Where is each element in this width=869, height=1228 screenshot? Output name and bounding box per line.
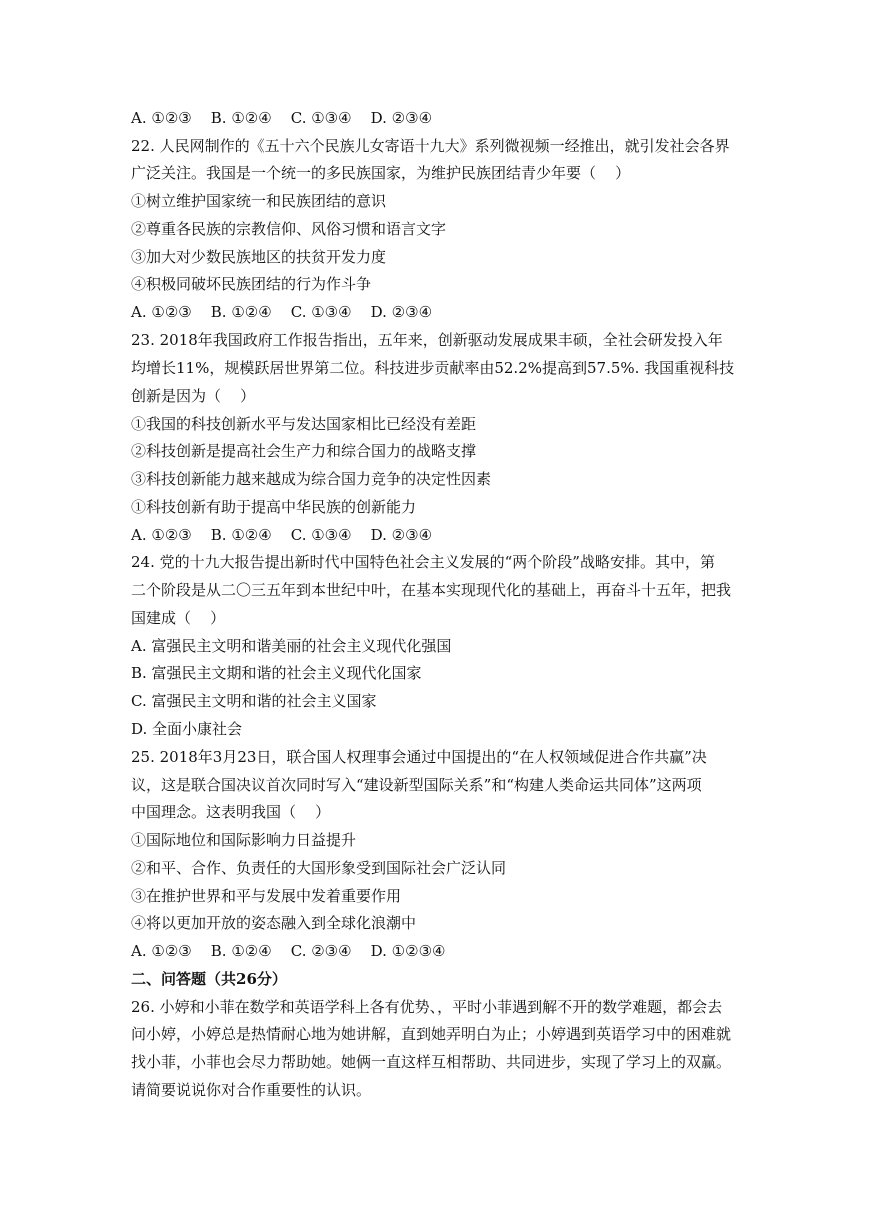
question-25-statement-1: ①国际地位和国际影响力日益提升 (131, 831, 357, 849)
question-24-stem-line-1: 24. 党的十九大报告提出新时代中国特色社会主义发展的“两个阶段”战略安排。其中，第 (131, 553, 715, 571)
question-24-option-c: C. 富强民主文明和谐的社会主义国家 (131, 692, 377, 710)
question-22-stem-line-2: 广泛关注。我国是一个统一的多民族国家，为维护民族团结青少年要（ ） (131, 164, 631, 182)
question-26-stem-line-1: 26. 小婷和小菲在数学和英语学科上各有优势、，平时小菲遇到解不开的数学难题，都会去 (131, 998, 723, 1016)
question-25-stem-line-1: 25. 2018年3月23日，联合国人权理事会通过中国提出的“在人权领域促进合作共赢”决 (131, 748, 707, 766)
question-26-stem-line-3: 找小菲，小菲也会尽力帮助她。她俩一直这样互相帮助、共同进步，实现了学习上的双赢。 (131, 1053, 732, 1071)
answer-options-25: A. ①②③ B. ①②④ C. ②③④ D. ①②③④ (131, 942, 446, 960)
question-25-stem-line-3: 中国理念。这表明我国（ ） (131, 803, 331, 821)
question-24-option-a: A. 富强民主文明和谐美丽的社会主义现代化强国 (131, 637, 452, 655)
question-23-statement-4: ①科技创新有助于提高中华民族的创新能力 (131, 498, 417, 516)
question-24-stem-line-2: 二个阶段是从二〇三五年到本世纪中叶，在基本实现现代化的基础上，再奋斗十五年，把我 (131, 581, 732, 599)
question-22-statement-1: ①树立维护国家统一和民族团结的意识 (131, 192, 387, 210)
question-23-statement-3: ③科技创新能力越来越成为综合国力竞争的决定性因素 (131, 470, 492, 488)
question-25-statement-3: ③在推护世界和平与发展中发着重要作用 (131, 887, 402, 905)
question-23-statement-1: ①我国的科技创新水平与发达国家相比已经没有差距 (131, 415, 477, 433)
question-26-stem-line-2: 问小婷，小婷总是热情耐心地为她讲解，直到她弄明白为止；小婷遇到英语学习中的困难就 (131, 1025, 732, 1043)
question-22-stem-line-1: 22. 人民网制作的《五十六个民族儿女寄语十九大》系列微视频一经推出，就引发社会各界 (131, 137, 730, 155)
question-24-option-d: D. 全面小康社会 (131, 720, 243, 738)
question-23-statement-2: ②科技创新是提高社会生产力和综合国力的战略支撑 (131, 442, 477, 460)
question-23-stem-line-1: 23. 2018年我国政府工作报告指出，五年来，创新驱动发展成果丰硕，全社会研发投入年 (131, 331, 723, 349)
question-24-stem-line-3: 国建成（ ） (131, 609, 226, 627)
question-25-statement-2: ②和平、合作、负责任的大国形象受到国际社会广泛认同 (131, 859, 507, 877)
answer-options-22: A. ①②③ B. ①②④ C. ①③④ D. ②③④ (131, 303, 433, 321)
question-25-statement-4: ④将以更加开放的姿态融入到全球化浪潮中 (131, 914, 417, 932)
question-23-stem-line-2: 均增长11%，规模跃居世界第二位。科技进步贡献率由52.2%提高到57.5%. 我国重视科技 (131, 359, 735, 377)
question-26-stem-line-4: 请简要说说你对合作重要性的认识。 (131, 1081, 372, 1099)
section-heading: 二、问答题（共26分） (131, 970, 287, 988)
answer-options-23: A. ①②③ B. ①②④ C. ①③④ D. ②③④ (131, 526, 433, 544)
question-24-option-b: B. 富强民主文期和谐的社会主义现代化国家 (131, 664, 422, 682)
question-22-statement-2: ②尊重各民族的宗教信仰、风俗习惯和语言文字 (131, 220, 447, 238)
question-25-stem-line-2: 议，这是联合国决议首次同时写入“建设新型国际关系”和“构建人类命运共同体”这两项 (131, 776, 702, 794)
answer-options-21: A. ①②③ B. ①②④ C. ①③④ D. ②③④ (131, 109, 433, 127)
question-23-stem-line-3: 创新是因为（ ） (131, 387, 256, 405)
question-22-statement-3: ③加大对少数民族地区的扶贫开发力度 (131, 248, 387, 266)
question-22-statement-4: ④积极同破坏民族团结的行为作斗争 (131, 275, 372, 293)
